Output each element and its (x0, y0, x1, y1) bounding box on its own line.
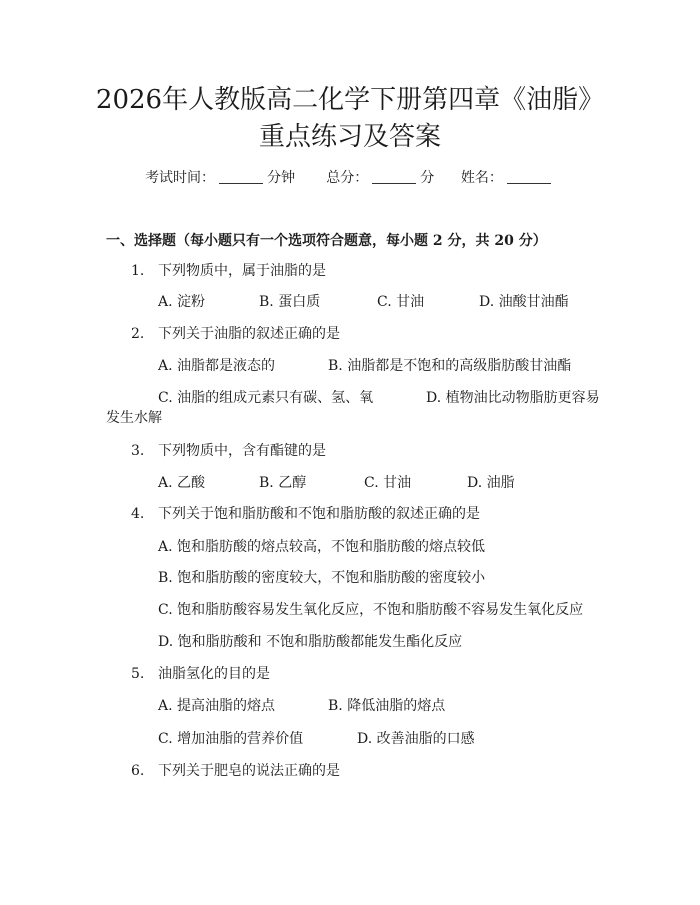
option-b: B. 饱和脂肪酸的密度较大，不饱和脂肪酸的密度较小 (158, 570, 486, 586)
option-d: D. 改善油脂的口感 (357, 731, 475, 747)
question-number: 1. (131, 263, 145, 279)
total-score-unit: 分 (420, 170, 435, 186)
option-b: B. 乙醇 (259, 475, 307, 491)
question-stem: 下列关于油脂的叙述正确的是 (158, 326, 340, 342)
exam-time-unit: 分钟 (267, 170, 296, 186)
question-number: 3. (131, 443, 145, 459)
option-a: A. 油脂都是液态的 (158, 358, 276, 374)
question-stem: 下列关于肥皂的说法正确的是 (158, 763, 340, 779)
option-d: D. 油酸甘油酯 (479, 294, 569, 310)
exam-time-blank[interactable] (219, 169, 263, 184)
option-a: A. 乙酸 (158, 475, 206, 491)
question-number: 5. (131, 666, 145, 682)
question-number: 6. (131, 763, 145, 779)
option-b: B. 蛋白质 (259, 294, 321, 310)
option-c: C. 油脂的组成元素只有碳、氢、氧 (158, 390, 374, 406)
total-score-blank[interactable] (372, 169, 416, 184)
question-stem: 油脂氢化的目的是 (158, 666, 270, 682)
option-d: D. 油脂 (467, 475, 515, 491)
document-title-line2: 重点练习及答案 (258, 122, 441, 152)
option-b: B. 降低油脂的熔点 (328, 698, 446, 714)
exam-time-label: 考试时间： (145, 170, 216, 186)
question-stem: 下列物质中，属于油脂的是 (158, 263, 326, 279)
option-c: C. 增加油脂的营养价值 (158, 731, 304, 747)
option-a: A. 淀粉 (158, 294, 206, 310)
option-d-continuation: 发生水解 (106, 410, 162, 426)
question-stem: 下列物质中，含有酯键的是 (158, 443, 326, 459)
option-a: A. 提高油脂的熔点 (158, 698, 276, 714)
option-a: A. 饱和脂肪酸的熔点较高，不饱和脂肪酸的熔点较低 (158, 539, 486, 555)
exam-info (0, 168, 700, 188)
name-label: 姓名： (460, 170, 503, 186)
question-number: 4. (131, 506, 145, 522)
total-score-label: 总分： (326, 170, 369, 186)
document-title-line1: 2026年人教版高二化学下册第四章《油脂》 (95, 85, 605, 115)
name-blank[interactable] (507, 169, 551, 184)
option-b: B. 油脂都是不饱和的高级脂肪酸甘油酯 (328, 358, 572, 374)
option-d: D. 植物油比动物脂肪更容易 (426, 390, 600, 406)
option-d: D. 饱和脂肪酸和 不饱和脂肪酸都能发生酯化反应 (158, 634, 463, 650)
option-c: C. 甘油 (377, 294, 425, 310)
question-number: 2. (131, 326, 145, 342)
section-heading-multiple-choice: 一、选择题（每小题只有一个选项符合题意，每小题 2 分，共 20 分） (106, 233, 547, 249)
question-stem: 下列关于饱和脂肪酸和不饱和脂肪酸的叙述正确的是 (158, 506, 480, 522)
option-c: C. 饱和脂肪酸容易发生氧化反应，不饱和脂肪酸不容易发生氧化反应 (158, 602, 584, 618)
option-c: C. 甘油 (364, 475, 412, 491)
